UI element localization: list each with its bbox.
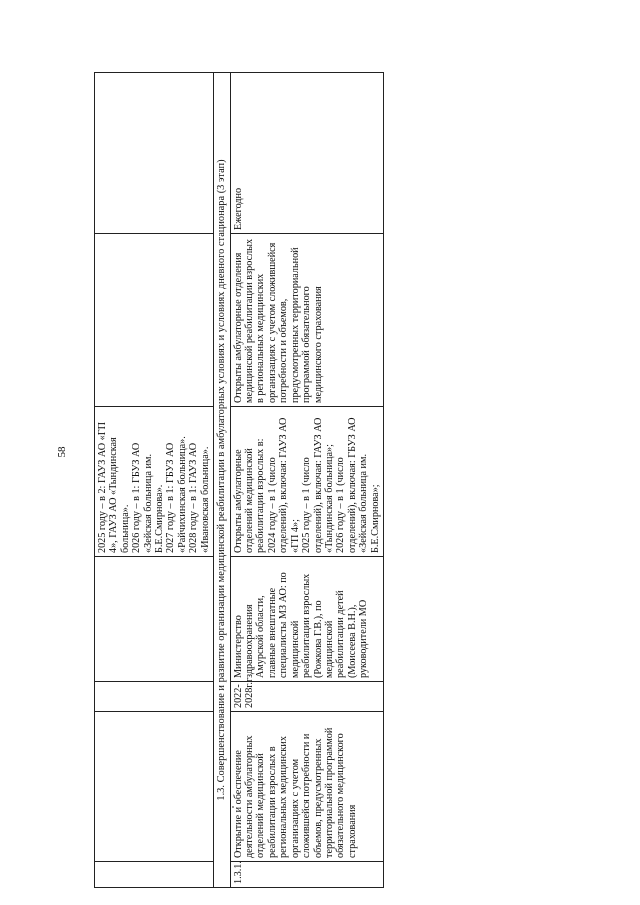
cell-number: 1.3.1. [230, 862, 383, 888]
cell-result: Открыты амбулаторные отделения медицинской реабилитации взрослых в региональных медицинских организациях с учетом сложившейся потребности и объемов, предусмотренных территориальной программой обязательного медицинского страхования [230, 234, 383, 407]
rotated-table-page [94, 73, 381, 888]
section-header-row [214, 73, 231, 888]
cell-responsible [95, 557, 214, 682]
cell-responsible: Министерство здравоохранения Амурской области, главные внештатные специалисты МЗ АО: по медицинской реабилитации взрослых (Рожкова Г.В.), по медицинской реабилитации детей (Моисеева В.Н.), руководители МО [230, 557, 383, 682]
cell-activity [95, 712, 214, 862]
page-number: 58 [56, 446, 68, 458]
cell-period [95, 682, 214, 712]
cell-result [95, 234, 214, 407]
cell-number [95, 862, 214, 888]
cell-frequency [95, 73, 214, 234]
table-row-1-3-1 [230, 73, 383, 888]
cell-activity: Открытие и обеспечение деятельности амбулаторных отделений медицинской реабилитации взрослых в региональных медицинских организациях с учетом сложившейся потребности и объемов, предусмотренных территориальной программой обязательного медицинского страхования [230, 712, 383, 862]
table-row-continued [95, 73, 214, 888]
cell-frequency: Ежегодно [230, 73, 383, 234]
cell-indicator: 2025 году – в 2: ГАУЗ АО «ГП 4», ГАУЗ АО «Тындинская больница». 2026 году – в 1: ГБУЗ АО «Зейская больница им. Б.Е.Смирнова». 2027 году – в 1: ГБУЗ АО «Райчихинская больница». 2028 году – в 1: ГАУЗ АО «Ивановская больница». [95, 407, 214, 557]
cell-period: 2022-2028г.г [230, 682, 383, 712]
cell-indicator: Открыты амбулаторные отделений медицинской реабилитации взрослых в: 2024 году – в 1 (число отделений), включая: ГАУЗ АО «ГП 4»; 2025 году – в 1 (число отделений), включая: ГАУЗ АО «Тындинская больница»; 2026 году – в 1 (число отделений), включая: ГБУЗ АО «Зейская больница им. Б.Е.Смирнова»; [230, 407, 383, 557]
section-title: 1.3. Совершенствование и развитие организации медицинской реабилитации в амбулаторных условиях и условиях дневного стационара (3 этап) [214, 73, 231, 888]
measures-table [94, 72, 384, 888]
